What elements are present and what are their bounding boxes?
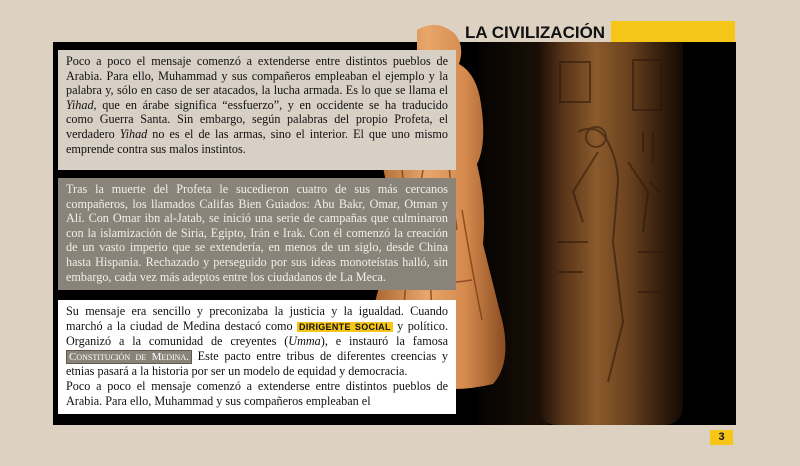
paragraph-mensaje: Su mensaje era sencillo y preconizaba la justicia y la igualdad. Cuando marchó a la ciudad de Medina destacó como DIRIGENTE SOCIAL y político. Organizó a la comunidad de creyentes (Umma), e instauró la famosa Constitución de Medina. Este pacto entre tribus de diferentes creencias y etnias pasará a la historia por ser un modelo de equidad y democracia. [66, 304, 448, 379]
text-box-mensaje [58, 300, 456, 414]
term-yihad-2: Yihad [119, 126, 148, 141]
page-number: 3 [710, 430, 733, 445]
highlight-dirigente-social: DIRIGENTE SOCIAL [299, 321, 391, 332]
term-umma: Umma [288, 334, 321, 349]
paragraph-continuacion: Poco a poco el mensaje comenzó a extenderse entre distintos pueblos de Arabia. Para ello, Muhammad y sus compañeros empleaban el [66, 378, 448, 408]
header-accent-bar [611, 21, 735, 44]
hieroglyph-relief [538, 42, 683, 425]
term-yihad: Yihad [66, 97, 94, 112]
text-box-yihad [58, 50, 456, 170]
text-box-califas [58, 178, 456, 290]
paragraph-yihad: Poco a poco el mensaje comenzó a extenderse entre distintos pueblos de Arabia. Para ello, Muhammad y sus compañeros empleaban el ejemplo y la palabra y, sólo en caso de ser atacados, la lucha armada. Es lo que se llama el Yihad, que en árabe significa “essfuerzo”, y en occidente se ha traducido como Guerra Santa. Sin embargo, según palabras del propio Profeta, el verdadero Yihad no es el de las armas, sino el interior. El que uno mismo emprende contra sus malos instintos. [66, 54, 448, 156]
highlight-constitucion: Constitución de Medina. [66, 350, 192, 364]
paragraph-califas: Tras la muerte del Profeta le sucedieron cuatro de sus más cercanos compañeros, los llamados Califas Bien Guiados: Abu Bakr, Omar, Otman y Alí. Con Omar ibn al-Jatab, se inició una serie de campañas que culminaron con la islamización de Siria, Egipto, Irán e Irak. Con él comenzó la creación de un vasto imperio que se extendería, en menos de un siglo, desde China hasta Hispania. Rechazado y perseguido por sus ideas monoteístas halló, sin embargo, cada vez más adeptos entre los ciudadanos de La Meca. [66, 182, 448, 284]
section-title: LA CIVILIZACIÓN [459, 21, 611, 44]
